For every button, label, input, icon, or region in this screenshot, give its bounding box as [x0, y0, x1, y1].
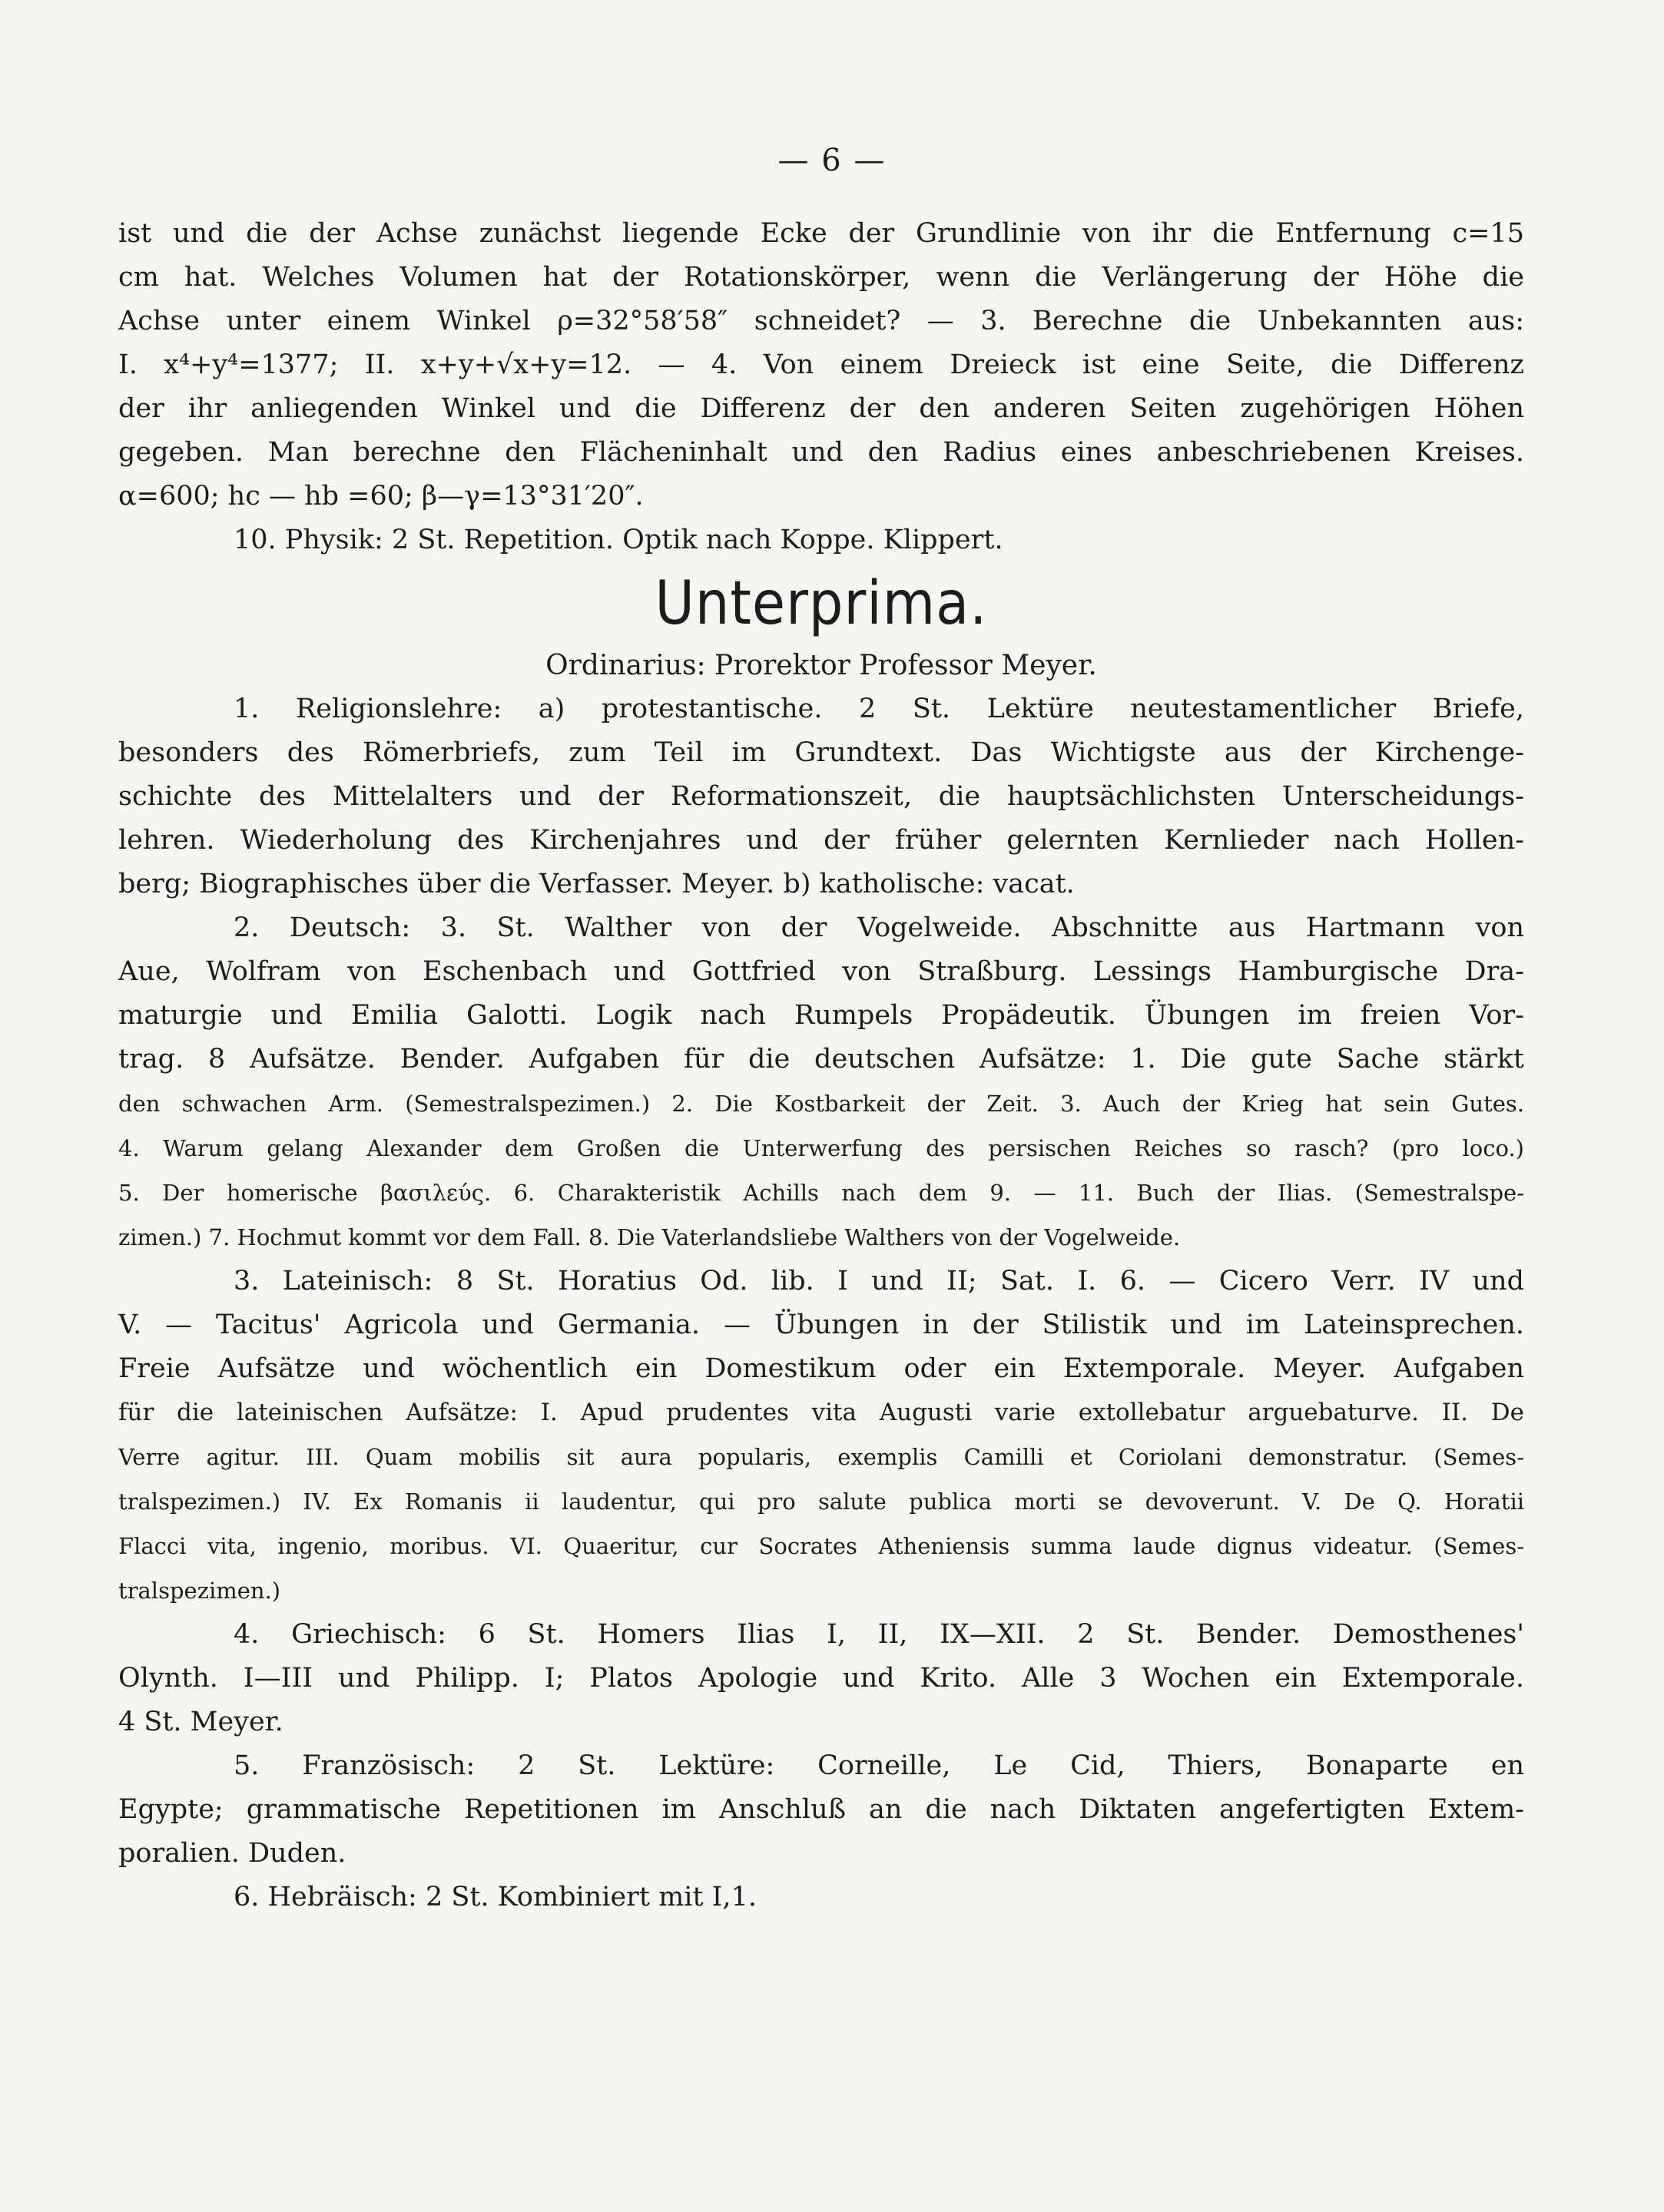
text-line: berg; Biographisches über die Verfasser. Meyer. b) katholische: vacat.	[118, 869, 1075, 899]
deutsch-line: 2. Deutsch: 3. St. Walther von der Vogelweide. Abschnitte aus Hartmann von	[234, 912, 1524, 943]
text-line: Olynth. I—III und Philipp. I; Platos Apologie und Krito. Alle 3 Wochen ein Extemporale.	[118, 1663, 1524, 1694]
small-text-line: 5. Der homerische βασιλεύς. 6. Charakteristik Achills nach dem 9. — 11. Buch der Ilias. (Semestralspe-	[118, 1180, 1524, 1206]
text-line: lehren. Wiederholung des Kirchenjahres und der früher gelernten Kernlieder nach Hollen-	[118, 825, 1524, 856]
text-line: I. x⁴+y⁴=1377; II. x+y+√x+y=12. — 4. Von einem Dreieck ist eine Seite, die Differenz	[118, 349, 1524, 380]
small-text-line: tralspezimen.) IV. Ex Romanis ii laudentur, qui pro salute publica morti se devoverunt. V. De Q. Horatii	[118, 1488, 1524, 1515]
small-text-line: zimen.) 7. Hochmut kommt vor dem Fall. 8. Die Vaterlandsliebe Walthers von der Vogelweide.	[118, 1224, 1181, 1250]
physik-line: 10. Physik: 2 St. Repetition. Optik nach Koppe. Klippert.	[234, 525, 1003, 555]
small-text-line: Verre agitur. III. Quam mobilis sit aura popularis, exemplis Camilli et Coriolani demonstratur. (Semes-	[118, 1444, 1524, 1470]
text-line: Achse unter einem Winkel ρ=32°58′58″ schneidet? — 3. Berechne die Unbekannten aus:	[118, 306, 1524, 336]
ordinarius-line: Ordinarius: Prorektor Professor Meyer.	[545, 650, 1097, 681]
text-line: der ihr anliegenden Winkel und die Differenz der den anderen Seiten zugehörigen Höhen	[118, 393, 1524, 424]
griechisch-line: 4. Griechisch: 6 St. Homers Ilias I, II, IX—XII. 2 St. Bender. Demosthenes'	[234, 1619, 1524, 1650]
text-line: Freie Aufsätze und wöchentlich ein Domestikum oder ein Extemporale. Meyer. Aufgaben	[118, 1353, 1524, 1384]
text-line: Egypte; grammatische Repetitionen im Anschluß an die nach Diktaten angefertigten Extem-	[118, 1794, 1524, 1825]
franzoesisch-line: 5. Französisch: 2 St. Lektüre: Corneille, Le Cid, Thiers, Bonaparte en	[234, 1750, 1524, 1781]
text-line: V. — Tacitus' Agricola und Germania. — Übungen in der Stilistik und im Lateinsprechen.	[118, 1310, 1524, 1340]
page-body	[118, 212, 1524, 1919]
text-line: maturgie und Emilia Galotti. Logik nach Rumpels Propädeutik. Übungen im freien Vor-	[118, 1000, 1524, 1031]
text-line: trag. 8 Aufsätze. Bender. Aufgaben für die deutschen Aufsätze: 1. Die gute Sache stärkt	[118, 1044, 1524, 1075]
small-text-line: den schwachen Arm. (Semestralspezimen.) 2. Die Kostbarkeit der Zeit. 3. Auch der Krieg hat sein Gutes.	[118, 1091, 1524, 1117]
religion-line: 1. Religionslehre: a) protestantische. 2 St. Lektüre neutestamentlicher Briefe,	[234, 694, 1524, 724]
small-text-line: tralspezimen.)	[118, 1578, 281, 1604]
text-line: Aue, Wolfram von Eschenbach und Gottfried von Straßburg. Lessings Hamburgische Dra-	[118, 956, 1524, 987]
small-text-line: Flacci vita, ingenio, moribus. VI. Quaeritur, cur Socrates Atheniensis summa laude dignus videatur. (Semes-	[118, 1533, 1524, 1559]
text-line: gegeben. Man berechne den Flächeninhalt und den Radius eines anbeschriebenen Kreises.	[118, 437, 1524, 468]
text-line: cm hat. Welches Volumen hat der Rotationskörper, wenn die Verlängerung der Höhe die	[118, 262, 1524, 293]
text-line: α=600; hc — hb =60; β—γ=13°31′20″.	[118, 481, 644, 512]
text-line: 4 St. Meyer.	[118, 1707, 283, 1737]
small-text-line: 4. Warum gelang Alexander dem Großen die Unterwerfung des persischen Reiches so rasch? (pro loco.)	[118, 1135, 1524, 1161]
text-line: für die lateinischen Aufsätze: I. Apud prudentes vita Augusti varie extollebatur arguebaturve. II. De	[118, 1399, 1524, 1426]
section-heading: Unterprima.	[655, 569, 988, 638]
text-line: poralien. Duden.	[118, 1838, 346, 1869]
page-number: — 6 —	[777, 143, 887, 178]
latein-line: 3. Lateinisch: 8 St. Horatius Od. lib. I und II; Sat. I. 6. — Cicero Verr. IV und	[234, 1266, 1524, 1296]
text-line: besonders des Römerbriefs, zum Teil im Grundtext. Das Wichtigste aus der Kirchenge-	[118, 737, 1524, 768]
hebraeisch-line: 6. Hebräisch: 2 St. Kombiniert mit I,1.	[234, 1882, 757, 1912]
text-line: ist und die der Achse zunächst liegende Ecke der Grundlinie von ihr die Entfernung c=15	[118, 218, 1524, 249]
text-line: schichte des Mittelalters und der Reformationszeit, die hauptsächlichsten Unterscheidungs-	[118, 781, 1524, 812]
